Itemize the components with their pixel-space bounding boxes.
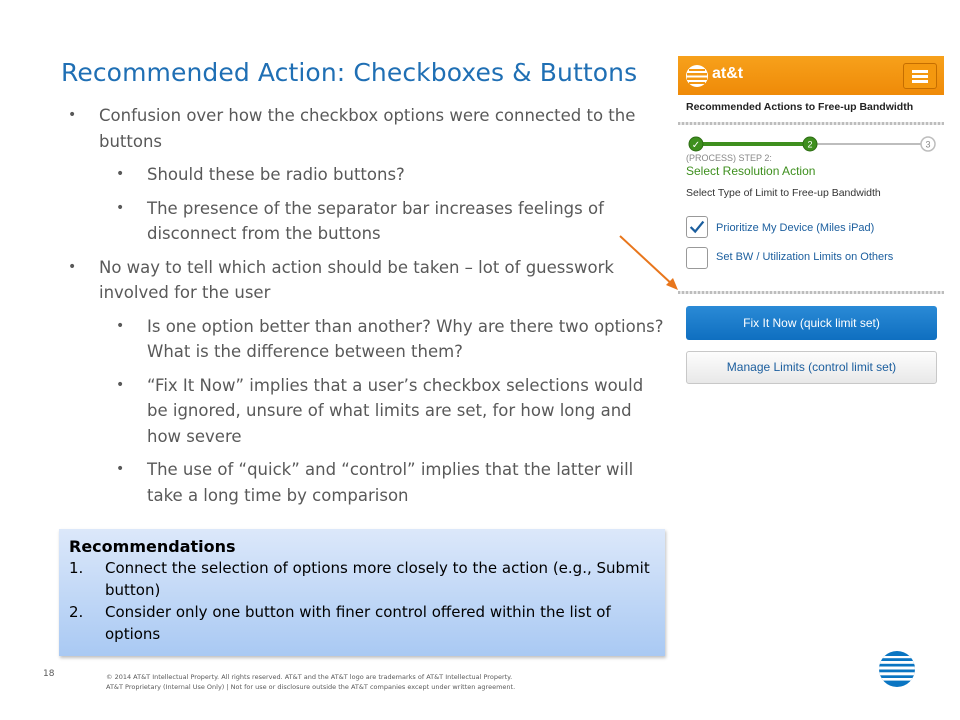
bullet-item	[66, 255, 666, 306]
sub-bullet-text: The use of “quick” and “control” implies that the latter will take a long time by comparison	[147, 460, 634, 505]
sub-bullet-item	[114, 314, 666, 365]
step-3-pending	[921, 137, 935, 151]
step-3-label: 3	[925, 139, 931, 150]
sub-bullet-item	[114, 162, 666, 188]
step-title: Select Resolution Action	[686, 164, 816, 178]
separator	[678, 122, 944, 125]
sub-bullet-item	[114, 196, 666, 247]
recommendation-item	[69, 601, 655, 645]
app-header	[678, 56, 944, 95]
step-label: (PROCESS) STEP 2:	[686, 153, 772, 163]
checkmark-icon	[687, 217, 707, 237]
recommendation-item	[69, 557, 655, 601]
recommendation-number: 2.	[69, 603, 84, 621]
manage-limits-button[interactable]: Manage Limits (control limit set)	[686, 351, 937, 384]
recommendation-text: Consider only one button with finer control offered within the list of options	[105, 603, 611, 643]
att-logo-icon	[878, 650, 916, 688]
recommendations-box	[59, 529, 665, 656]
sub-bullet-item	[114, 373, 666, 450]
footer-line-1: © 2014 AT&T Intellectual Property. All rights reserved. AT&T and the AT&T logo are trademarks of AT&T Intellectual Property.	[106, 673, 513, 681]
bullet-dot: •	[116, 461, 125, 477]
bullet-dot: •	[68, 107, 77, 123]
page-number: 18	[43, 669, 55, 679]
bullet-list	[66, 103, 666, 516]
separator-bar	[678, 291, 944, 294]
sub-bullet-text: “Fix It Now” implies that a user’s checkbox selections would be ignored, unsure of what limits are set, for how long and how severe	[147, 375, 644, 446]
bullet-dot: •	[116, 376, 125, 393]
sub-bullet-text: Is one option better than another? Why are there two options? What is the difference between them?	[147, 316, 664, 361]
slide-title: Recommended Action: Checkboxes & Buttons	[61, 58, 638, 87]
set-limits-label[interactable]: Set BW / Utilization Limits on Others	[716, 251, 894, 263]
set-limits-checkbox[interactable]	[686, 247, 708, 269]
hamburger-menu-icon[interactable]	[903, 63, 937, 89]
bullet-text: Confusion over how the checkbox options were connected to the buttons	[99, 106, 636, 151]
brand-name: at&t	[712, 65, 744, 82]
prioritize-device-checkbox[interactable]	[686, 216, 708, 238]
recommendation-text: Connect the selection of options more closely to the action (e.g., Submit button)	[105, 559, 650, 599]
recommendations-title: Recommendations	[69, 537, 236, 556]
sub-bullet-text: Should these be radio buttons?	[147, 165, 405, 184]
sub-bullet-item	[114, 457, 666, 508]
recommendation-number: 1.	[69, 559, 84, 577]
sub-bullet-text: The presence of the separator bar increases feelings of disconnect from the buttons	[147, 198, 604, 243]
page-subheading: Recommended Actions to Free-up Bandwidth	[686, 101, 914, 113]
step-1-label: ✓	[691, 140, 701, 151]
step-1-complete-icon	[689, 137, 703, 151]
step-2-current	[803, 137, 817, 151]
footer-line-2: AT&T Proprietary (Internal Use Only) | Not for use or disclosure outside the AT&T companies except under written agreement.	[106, 683, 516, 691]
step-2-label: 2	[807, 139, 813, 150]
bullet-text: No way to tell which action should be taken – lot of guesswork involved for the user	[99, 257, 614, 302]
phone-mockup	[678, 56, 944, 390]
bullet-dot: •	[116, 199, 125, 216]
bullet-dot: •	[116, 166, 125, 182]
bullet-dot: •	[116, 317, 125, 334]
bullet-item	[66, 103, 666, 154]
fix-it-now-button[interactable]: Fix It Now (quick limit set)	[686, 306, 937, 340]
prioritize-device-label[interactable]: Prioritize My Device (Miles iPad)	[716, 222, 875, 234]
att-globe-icon	[685, 64, 709, 88]
legal-footer	[106, 672, 606, 692]
bullet-dot: •	[68, 258, 77, 275]
select-limit-label: Select Type of Limit to Free-up Bandwidth	[686, 187, 881, 199]
